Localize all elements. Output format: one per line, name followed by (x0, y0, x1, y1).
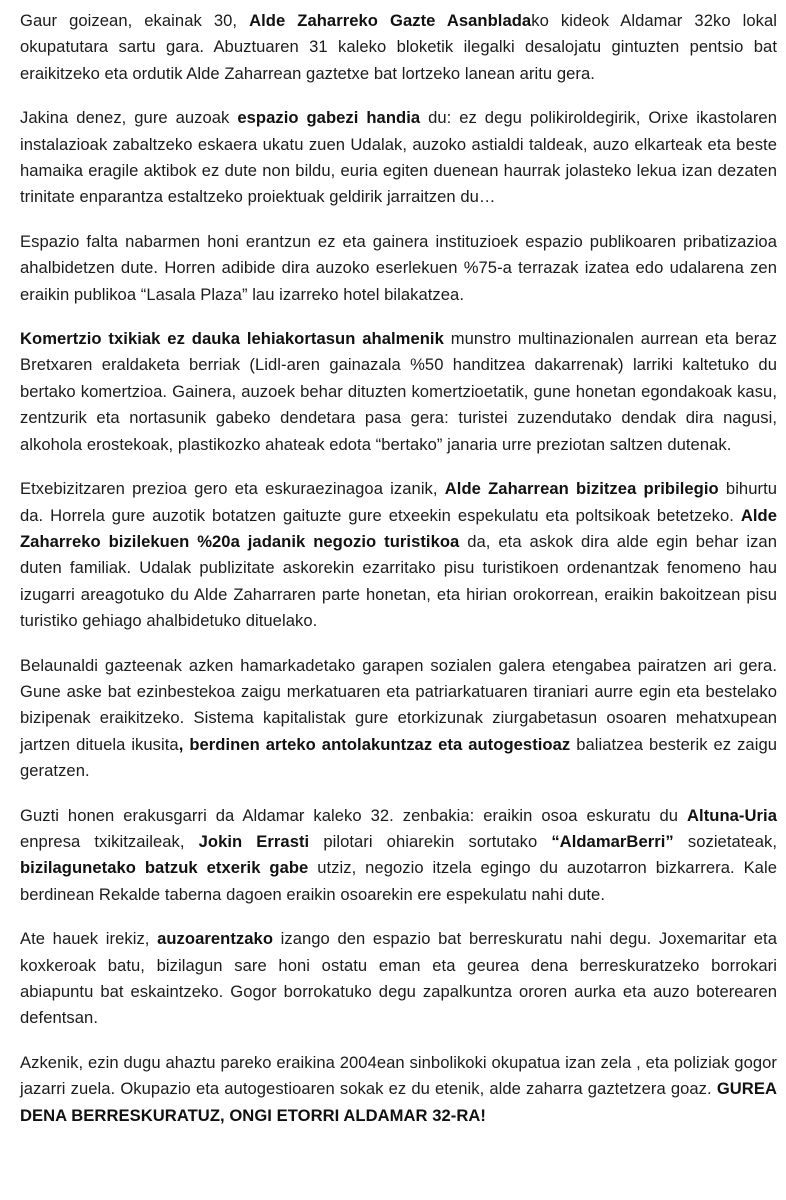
text-run: sozietateak, (673, 831, 777, 851)
text-run: izango den espazio bat berreskuratu nahi degu. Joxemaritar eta koxkeroak batu, bizilagun sare honi ostatu eman eta geurea dena berreskuratzeko borrokari abiapuntu bat eskaintzeko. Gogor borrokatuko degu zapalkuntza ororen aurka eta auzo boterearen defentsan. (20, 929, 777, 1028)
paragraph-4 (20, 326, 777, 458)
bold-text-run: Komertzio txikiak ez dauka lehiakortasun ahalmenik (20, 329, 444, 349)
bold-text-run: espazio gabezi handia (237, 108, 421, 128)
bold-text-run: Alde Zaharreko Gazte Asanblada (249, 11, 532, 30)
text-run: ko kideok Aldamar 32ko lokal okupatutara sartu gara. Abuztuaren 31 kaleko bloketik ilegalki desalojatu gintuzten pentsio bat eraikitzeko eta ordutik Alde Zaharrean gaztetxe bat lortzeko lanean aritu gera. (20, 11, 777, 83)
text-run: munstro multinazionalen aurrean eta beraz Bretxaren eraldaketa berriak (Lidl-aren gainazala %50 handitzea dakarrenak) larriki kaltetuko du bertako komertzioa. Gainera, auzoek behar dituzten komertzioetatik, gune honetan egondakoak kasu, zentzurik eta nortasunik gabeko dendetara pasa gera: turistei zuzendutako dendak dira nagusi, alkohola erostekoak, plastikozko ahateak edota “bertako” janaria urre preziotan saltzen dutenak. (20, 329, 777, 454)
bold-text-run: Alde Zaharrean bizitzea pribilegio (444, 479, 719, 499)
paragraph-9 (20, 1050, 777, 1129)
bold-text-run: Jokin Errasti (198, 831, 310, 851)
text-run: da, eta askok dira alde egin behar izan duten familiak. Udalak publizitate askorekin ezarritako pisu turistikoen ordenantzak fenomeno hau izugarri areagotuko du Alde Zaharraren parte honetan, eta hirian orokorrean, eraikin bakoitzean pisu turistiko gehiago ahalbidetuko dituelako. (20, 531, 777, 631)
paragraph-1 (20, 8, 777, 87)
text-run: Espazio falta nabarmen honi erantzun ez eta gainera instituzioek espazio publikoaren pribatizazioa ahalbidetzen dute. Horren adibide dira auzoko eserlekuen %75-a terrazak izatea edo udalarena zen eraikin publikoa “Lasala Plaza” lau izarreko hotel bilakatzea. (20, 231, 777, 304)
text-run: bihurtu da. Horrela gure auzotik botatzen gaituzte gure etxeekin espekulatu eta poltsikoak betetzeko. (20, 479, 778, 525)
text-run: baliatzea besterik ez zaigu geratzen. (20, 734, 777, 781)
text-run: Etxebizitzaren prezioa gero eta eskuraezinagoa izanik, (20, 479, 445, 499)
paragraph-2 (20, 105, 777, 211)
paragraph-8 (20, 926, 777, 1032)
bold-text-run: Altuna-Uria (687, 805, 777, 825)
text-run: enpresa txikitzaileak, (20, 831, 199, 851)
text-run: du: ez degu polikiroldegirik, Orixe ikastolaren instalazioak zabaltzeko eskaera ukatu zuen Udalak, auzoko astialdi taldeak, auzo elkarteak eta beste hamaika eragile aktibok ez dute non bildu, euria egiten duenean haurrak jolasteko lekua izan dezaten trinitate enparantza estaltzeko proiektuak geldirik jarraitzen du… (20, 108, 777, 207)
document-body (20, 8, 777, 1147)
bold-text-run: “AldamarBerri” (551, 831, 674, 851)
text-run: pilotari ohiarekin sortutako (309, 831, 552, 851)
paragraph-6 (20, 653, 777, 785)
text-run: Jakina denez, gure auzoak (20, 108, 238, 128)
text-run: Gaur goizean, ekainak 30, (20, 11, 250, 30)
paragraph-5 (20, 476, 777, 634)
bold-text-run: , berdinen arteko antolakuntzaz eta autogestioaz (178, 734, 571, 754)
paragraph-3 (20, 229, 777, 308)
bold-text-run: Alde Zaharreko bizilekuen %20a jadanik negozio turistikoa (20, 505, 777, 551)
bold-text-run: auzoarentzako (157, 929, 274, 949)
text-run: Azkenik, ezin dugu ahaztu pareko eraikina 2004ean sinbolikoki okupatua izan zela , eta poliziak gogor jazarri zuela. Okupazio eta autogestioaren sokak ez du etenik, alde zaharra gaztetzera goaz. (20, 1052, 777, 1099)
text-run: Belaunaldi gazteenak azken hamarkadetako garapen sozialen galera etengabea pairatzen ari gera. Gune aske bat ezinbestekoa zaigu merkatuaren eta patriarkatuaren tiraniari aurre egin eta bestelako bizipenak eraikitzeko. Sistema kapitalistak gure etorkizunak ziurgabetasun osoaren mehatxupean jartzen dituela ikusita (20, 655, 777, 754)
paragraph-7 (20, 803, 777, 909)
bold-text-run: GUREA DENA BERRESKURATUZ, ONGI ETORRI ALDAMAR 32-RA! (20, 1079, 777, 1125)
text-run: Guzti honen erakusgarri da Aldamar kaleko 32. zenbakia: eraikin osoa eskuratu du (20, 805, 688, 825)
text-run: Ate hauek irekiz, (20, 929, 158, 949)
bold-text-run: bizilagunetako batzuk etxerik gabe (20, 858, 309, 878)
text-run: utziz, negozio itzela egingo du auzotarron bizkarrera. Kale berdinean Rekalde taberna dagoen eraikin osoarekin ere espekulatu nahi dute. (20, 858, 777, 904)
